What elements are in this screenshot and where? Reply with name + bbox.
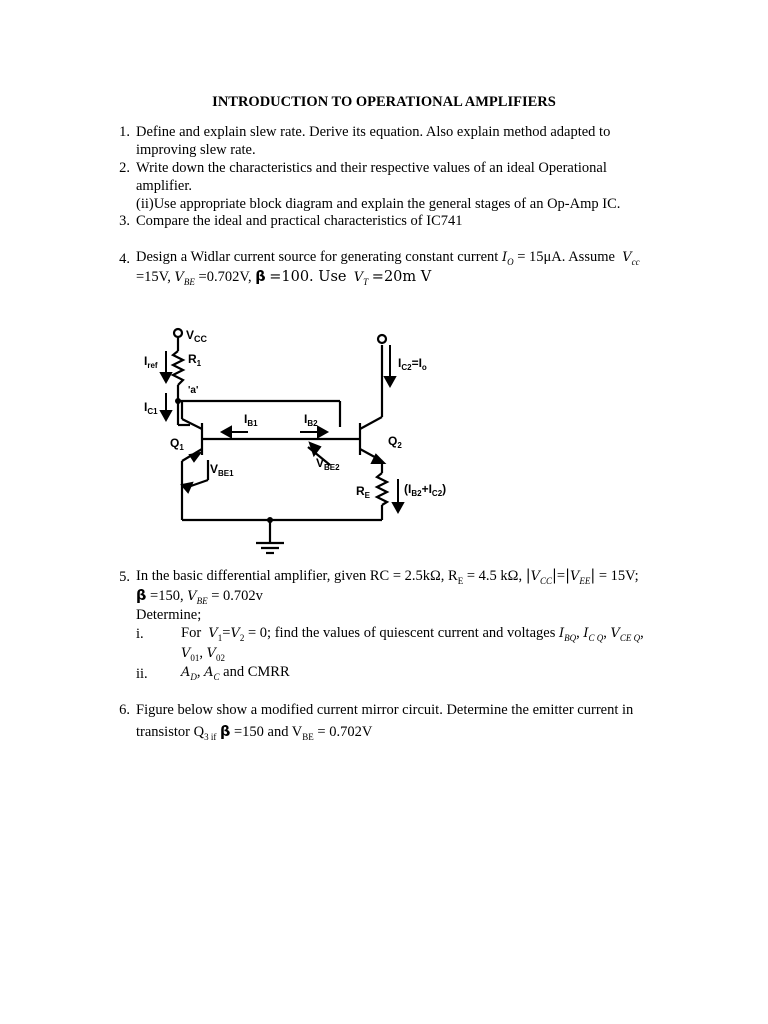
svg-text:IC2=Io: $I_{C2}=I_o$ [398, 356, 427, 372]
question-text: Design a Widlar current source for generating constant current $I_O = 15\mu A$. Assume $V_{cc}$ [136, 249, 640, 267]
beta-symbol: β [136, 588, 147, 604]
question-number: 4. [119, 251, 130, 267]
question-text: Compare the ideal and practical characteristics of IC741 [136, 213, 463, 229]
svg-text:IC1: $I_{C1}$ [144, 400, 158, 416]
question-text: amplifier. [136, 178, 192, 194]
subpart-label: i. [136, 626, 144, 642]
svg-text:IB1: $I_{B1}$ [244, 412, 258, 428]
question-number: 2. [119, 160, 130, 176]
svg-text:VCC: $V_{CC}$ [186, 328, 208, 344]
question-number: 5. [119, 569, 130, 585]
question-text: (ii)Use appropriate block diagram and explain the general stages of an Op-Amp IC. [136, 196, 621, 212]
subpart-label: ii. [136, 666, 148, 682]
svg-text:VBE1: $V_{BE1}$ [210, 462, 234, 478]
svg-text:VBE2: $V_{BE2}$ [316, 456, 340, 472]
subpart-text: For $V_1=V_2 = 0$; find the values of quiescent current and voltages $I_{BQ}$, $I_{C Q}$, $V_{CE Q}$, [181, 625, 644, 643]
question-text: β =150, $V_{BE} = 0.702v$ [136, 588, 263, 606]
question-number: 1. [119, 124, 130, 140]
svg-text:R1: $R_1$ [188, 352, 202, 368]
beta-symbol: β [255, 269, 266, 285]
beta-symbol: β [219, 724, 231, 740]
question-number: 3. [119, 213, 130, 229]
svg-text:RE: $R_E$ [356, 484, 371, 500]
question-text: transistor $Q_{3 if}$ β =150 and $V_{BE} = 0.702V$ [136, 724, 373, 742]
question-text: Define and explain slew rate. Derive its equation. Also explain method adapted to [136, 124, 611, 140]
svg-text:Q2: $Q_2$ [388, 434, 402, 450]
question-number: 6. [119, 702, 130, 718]
determine-label: Determine; [136, 607, 202, 623]
question-text: Write down the characteristics and their respective values of an ideal Operational [136, 160, 607, 176]
question-text: =15V, $V_{BE} =0.702V$, β =100. Use $V_T =20m$ V [136, 269, 432, 287]
question-text: Figure below show a modified current mirror circuit. Determine the emitter current in [136, 702, 634, 718]
question-text: improving slew rate. [136, 142, 256, 158]
question-text: In the basic differential amplifier, given RC = 2.5kΩ, $R_E = 4.5$ kΩ, $|V_{CC}|=|V_{EE}| = 15V$; [136, 568, 639, 586]
widlar-circuit-diagram [130, 315, 470, 565]
svg-text:Q1: $Q_1$ [170, 436, 184, 452]
page-title: INTRODUCTION TO OPERATIONAL AMPLIFIERS [212, 94, 556, 110]
svg-text:'a': 'a' [188, 385, 199, 396]
svg-text:Iref: $I_{ref}$ [144, 354, 158, 370]
subpart-text: $A_D$, $A_C$ and CMRR [181, 664, 290, 682]
svg-text:IB2: $I_{B2}$ [304, 412, 318, 428]
svg-text:(IB2+IC2): $(I_{B2}+I_{C2})$ [404, 482, 447, 498]
subpart-text: $V_{01}$, $V_{02}$ [181, 645, 226, 663]
